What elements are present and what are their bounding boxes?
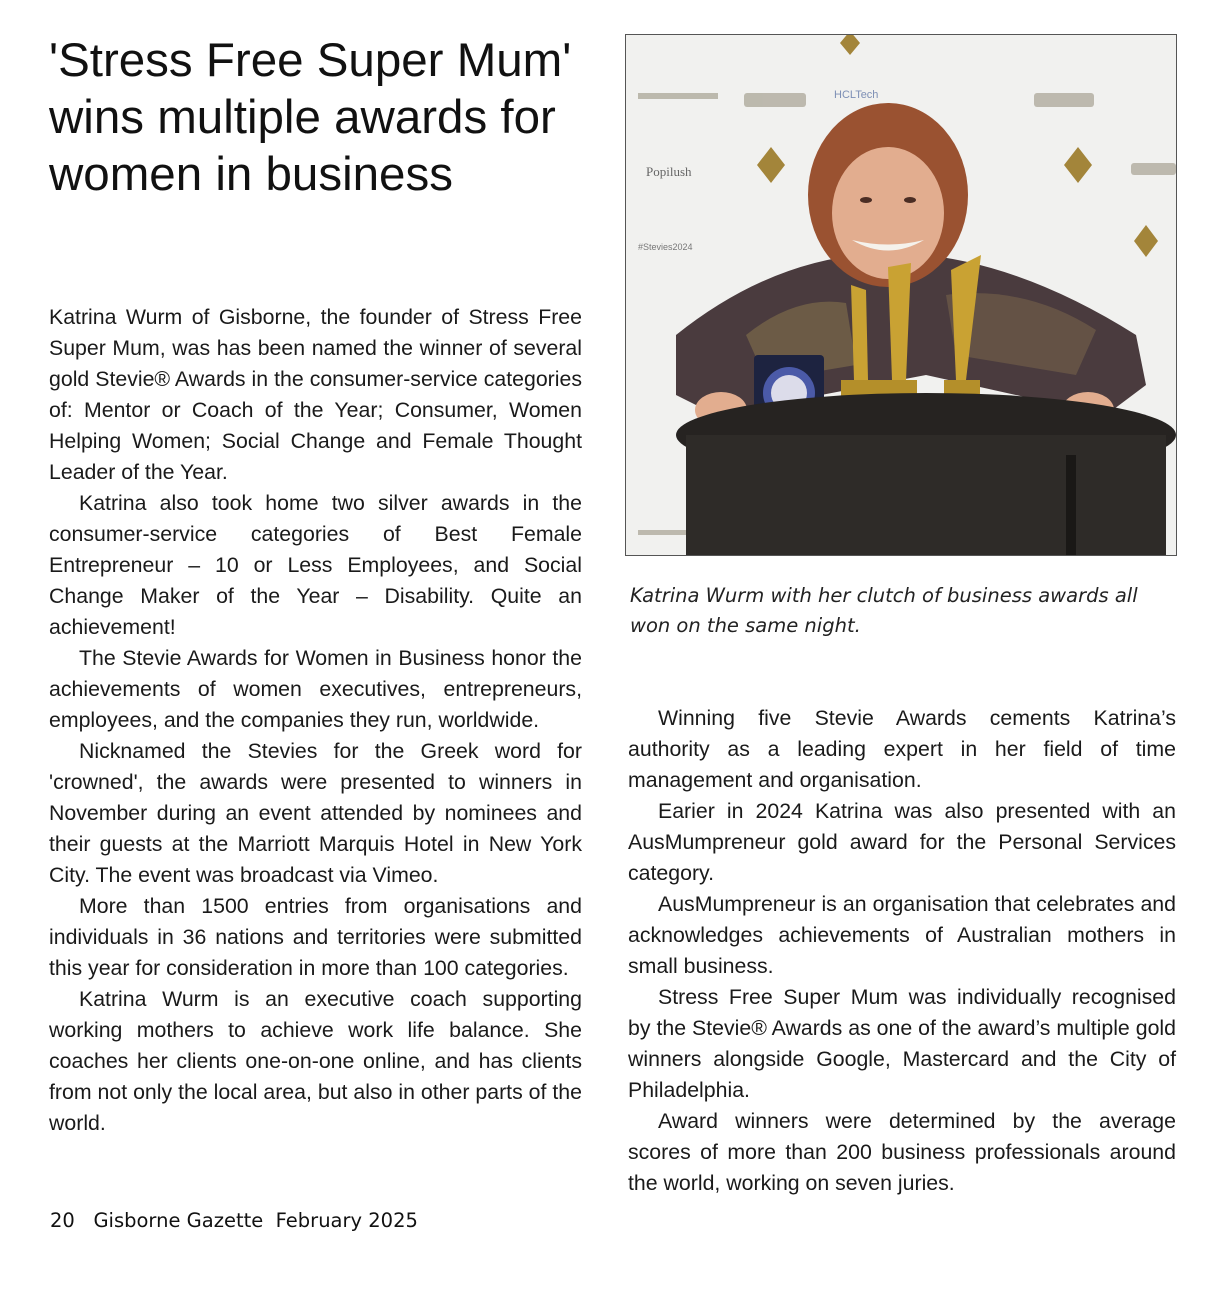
backdrop-logo-text: Popilush: [646, 164, 692, 179]
article-body-right-column: [628, 703, 1176, 1199]
article-paragraph: The Stevie Awards for Women in Business honor the achievements of women executives, entrepreneurs, employees, and the companies they run, worldwide.: [49, 646, 582, 732]
article-paragraph: Earier in 2024 Katrina was also presented with an AusMumpreneur gold award for the Personal Services category.: [628, 799, 1176, 885]
article-paragraph: Katrina Wurm of Gisborne, the founder of Stress Free Super Mum, was has been named the winner of several gold Stevie® Awards in the consumer-service categories of: Mentor or Coach of the Year; Consumer, Women Helping Women; Social Change and Female Thought Leader of the Year.: [49, 305, 582, 484]
page-footer: [50, 1209, 418, 1232]
article-paragraph: Katrina also took home two silver awards in the consumer-service categories of Best Female Entrepreneur – 10 or Less Employees, and Social Change Maker of the Year – Disability. Quite an achievement!: [49, 491, 582, 639]
article-paragraph: Winning five Stevie Awards cements Katrina’s authority as a leading expert in her field of time management and organisation.: [628, 706, 1176, 792]
article-paragraph: More than 1500 entries from organisations and individuals in 36 nations and territories were submitted this year for consideration in more than 100 categories.: [49, 894, 582, 980]
article-headline: 'Stress Free Super Mum' wins multiple awards for women in business: [49, 34, 572, 201]
backdrop-logo-text: #Stevies2024: [638, 242, 693, 252]
backdrop-logo-text: HCLTech: [834, 89, 879, 101]
article-paragraph: Nicknamed the Stevies for the Greek word for 'crowned', the awards were presented to winners in November during an event attended by nominees and their guests at the Marriott Marquis Hotel in New York City. The event was broadcast via Vimeo.: [49, 739, 582, 887]
article-paragraph: AusMumpreneur is an organisation that celebrates and acknowledges achievements of Australian mothers in small business.: [628, 892, 1176, 978]
article-photo: [625, 34, 1177, 556]
article-body-left-column: [49, 302, 582, 1139]
article-paragraph: Stress Free Super Mum was individually recognised by the Stevie® Awards as one of the award’s multiple gold winners alongside Google, Mastercard and the City of Philadelphia.: [628, 985, 1176, 1102]
article-paragraph: Award winners were determined by the average scores of more than 200 business professionals around the world, working on seven juries.: [628, 1109, 1176, 1195]
page-number: 20: [50, 1209, 75, 1232]
photo-caption: Katrina Wurm with her clutch of business awards all won on the same night.: [630, 584, 1138, 637]
issue-date: February 2025: [275, 1209, 418, 1232]
publication-name: Gisborne Gazette: [93, 1209, 264, 1232]
award-photo-illustration: [626, 35, 1176, 555]
article-paragraph: Katrina Wurm is an executive coach supporting working mothers to achieve work life balance. She coaches her clients one-on-one online, and has clients from not only the local area, but also in other parts of the world.: [49, 987, 582, 1135]
